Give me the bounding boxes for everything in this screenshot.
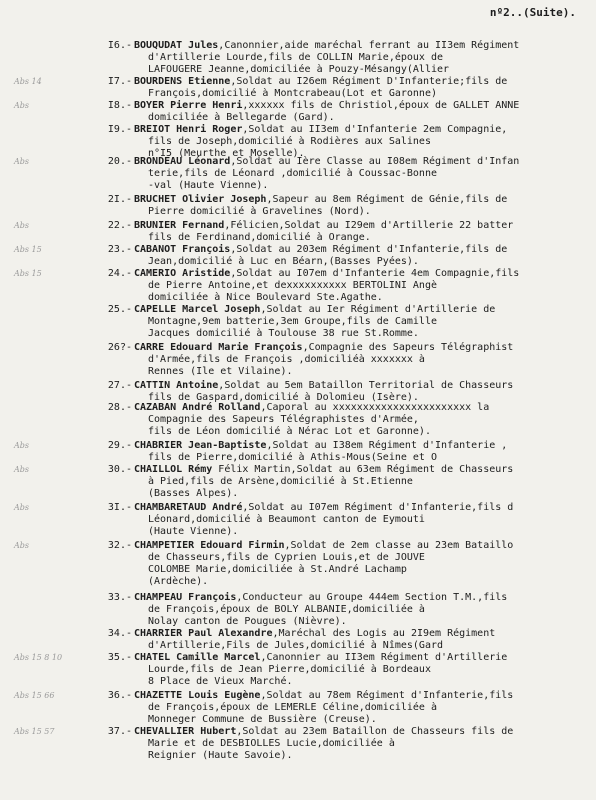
record-text — [134, 726, 593, 762]
record-line: Reignier (Haute Savoie). — [148, 750, 293, 761]
record-line: BREIOT Henri Roger,Soldat au II3em d'Infanterie 2em Compagnie, — [134, 124, 508, 135]
person-name: BOYER Pierre Henri — [134, 100, 243, 111]
record-number: 28.- — [107, 402, 132, 413]
record-line: BOUQUDAT Jules,Canonnier,aide maréchal ferrant au II3em Régiment — [134, 40, 520, 51]
record-number: I6.- — [107, 40, 132, 51]
record-line: de Chasseurs,fils de Cyprien Louis,et de JOUVE — [148, 552, 425, 563]
record-line: de Pierre Antoine,et dexxxxxxxxxx BERTOLINI Angè — [148, 280, 437, 291]
margin-annotation: Abs — [14, 465, 30, 474]
record-line: BRUCHET Olivier Joseph,Sapeur au 8em Régiment de Génie,fils de — [134, 194, 508, 205]
record-number: 26?- — [107, 342, 132, 353]
person-name: CHAZETTE Louis Eugène — [134, 690, 261, 701]
record-line: CHABRIER Jean-Baptiste,Soldat au I38em Régiment d'Infanterie , — [134, 440, 508, 451]
record-line: de François,époux de BOLY ALBANIE,domiciliée à — [148, 604, 425, 615]
record-text — [134, 156, 593, 192]
record-text — [134, 40, 593, 76]
record-line: Jacques domicilié à Toulouse 38 rue St.Romme. — [148, 328, 419, 339]
record-line: (Basses Alpes). — [148, 488, 239, 499]
record-text — [134, 268, 593, 304]
record-line: fils de Ferdinand,domicilié à Orange. — [148, 232, 371, 243]
record-line: de François,époux de LEMERLE Céline,domiciliée à — [148, 702, 437, 713]
record-line: CHAZETTE Louis Eugène,Soldat au 78em Régiment d'Infanterie,fils — [134, 690, 514, 701]
record-line: Lourde,fils de Jean Pierre,domicilié à Bordeaux — [148, 664, 431, 675]
record-text — [134, 628, 593, 652]
record-text — [134, 540, 593, 588]
record-text — [134, 244, 593, 268]
margin-annotation: Abs — [14, 221, 30, 230]
record-line: CARRE Edouard Marie François,Compagnie des Sapeurs Télégraphist — [134, 342, 514, 353]
record-line: fils de Gaspard,domicilié à Dolomieu (Isère). — [148, 392, 419, 403]
person-name: BOUQUDAT Jules — [134, 40, 219, 51]
record-line: (Haute Vienne). — [148, 526, 239, 537]
margin-annotation: Abs — [14, 541, 30, 550]
record-text — [134, 342, 593, 378]
record-line: Léonard,domicilié à Beaumont canton de Eymouti — [148, 514, 425, 525]
record-line: Pierre domicilié à Gravelines (Nord). — [148, 206, 371, 217]
record-number: 35.- — [107, 652, 132, 663]
record-line: CHAILLOL Rémy Félix Martin,Soldat au 63em Régiment de Chasseurs — [134, 464, 514, 475]
record-text — [134, 220, 593, 244]
person-name: BRONDEAU Léonard — [134, 156, 231, 167]
margin-annotation: Abs 14 — [14, 77, 42, 86]
record-text — [134, 194, 593, 218]
record-line: CHAMBARETAUD André,Soldat au I07em Régiment d'Infanterie,fils d — [134, 502, 514, 513]
record-text — [134, 592, 593, 628]
record-line: d'Artillerie,Fils de Jules,domicilié à Nîmes(Gard — [148, 640, 444, 651]
record-line: d'Artillerie Lourde,fils de COLLIN Marie,époux de — [148, 52, 444, 63]
record-text — [134, 76, 593, 100]
record-line: Nolay canton de Pougues (Nièvre). — [148, 616, 347, 627]
record-line: Compagnie des Sapeurs Télégraphistes d'Armée, — [148, 414, 419, 425]
record-line: fils de Pierre,domicilié à Athis-Mous(Seine et O — [148, 452, 437, 463]
record-line: 8 Place de Vieux Marché. — [148, 676, 293, 687]
record-number: 25.- — [107, 304, 132, 315]
record-line: CHAMPETIER Edouard Firmin,Soldat de 2em classe au 23em Bataillo — [134, 540, 514, 551]
record-line: BOYER Pierre Henri,xxxxxx fils de Christiol,époux de GALLET ANNE — [134, 100, 520, 111]
record-text — [134, 100, 593, 124]
margin-annotation: Abs 15 8 10 — [14, 653, 63, 662]
record-line: CAZABAN André Rolland,Caporal au xxxxxxxxxxxxxxxxxxxxxxx la — [134, 402, 490, 413]
record-line: domiciliée à Nice Boulevard Ste.Agathe. — [148, 292, 383, 303]
record-line: Marie et de DESBIOLLES Lucie,domiciliée à — [148, 738, 395, 749]
record-text — [134, 690, 593, 726]
record-line: (Ardèche). — [148, 576, 209, 587]
margin-annotation: Abs 15 — [14, 269, 42, 278]
record-number: I7.- — [107, 76, 132, 87]
record-line: CAMERIO Aristide,Soldat au I07em d'Infanterie 4em Compagnie,fils — [134, 268, 520, 279]
person-name: CAZABAN André Rolland — [134, 402, 261, 413]
record-line: François,domicilié à Montcrabeau(Lot et Garonne) — [148, 88, 437, 99]
record-line: CATTIN Antoine,Soldat au 5em Bataillon Territorial de Chasseurs — [134, 380, 514, 391]
record-number: I9.- — [107, 124, 132, 135]
record-line: fils de Joseph,domicilié à Rodières aux Salines — [148, 136, 431, 147]
record-line: -val (Haute Vienne). — [148, 180, 269, 191]
margin-annotation: Abs 15 66 — [14, 691, 55, 700]
record-number: 29.- — [107, 440, 132, 451]
margin-annotation: Abs — [14, 441, 30, 450]
record-line: BOURDENS Etienne,Soldat au I26em Régiment D'Infanterie;fils de — [134, 76, 508, 87]
margin-annotation: Abs 15 — [14, 245, 42, 254]
record-line: BRUNIER Fernand,Félicien,Soldat au I29em d'Artillerie 22 batter — [134, 220, 514, 231]
person-name: CHAMPEAU François — [134, 592, 237, 603]
record-number: 37.- — [107, 726, 132, 737]
record-text — [134, 464, 593, 500]
record-text — [134, 124, 593, 160]
record-number: 34.- — [107, 628, 132, 639]
record-number: 36.- — [107, 690, 132, 701]
person-name: BREIOT Henri Roger — [134, 124, 243, 135]
record-line: terie,fils de Léonard ,domicilié à Coussac-Bonne — [148, 168, 437, 179]
record-line: fils de Léon domicilié à Nérac Lot et Garonne). — [148, 426, 431, 437]
record-line: CHATEL Camille Marcel,Canonnier au II3em Régiment d'Artillerie — [134, 652, 508, 663]
record-line: domiciliée à Bellegarde (Gard). — [148, 112, 335, 123]
person-name: BRUNIER Fernand — [134, 220, 225, 231]
record-line: CHARRIER Paul Alexandre,Maréchal des Logis au 2I9em Régiment — [134, 628, 496, 639]
margin-annotation: Abs — [14, 101, 30, 110]
margin-annotation: Abs — [14, 157, 30, 166]
record-text — [134, 440, 593, 464]
person-name: CAPELLE Marcel Joseph — [134, 304, 261, 315]
person-name: BOURDENS Etienne — [134, 76, 231, 87]
record-number: 24.- — [107, 268, 132, 279]
margin-annotation: Abs 15 57 — [14, 727, 55, 736]
person-name: CHAILLOL Rémy — [134, 464, 213, 475]
record-number: I8.- — [107, 100, 132, 111]
person-name: CHARRIER Paul Alexandre — [134, 628, 273, 639]
record-number: 33.- — [107, 592, 132, 603]
record-number: 2I.- — [107, 194, 132, 205]
record-number: 20.- — [107, 156, 132, 167]
record-line: d'Armée,fils de François ,domiciliéà xxxxxxx à — [148, 354, 425, 365]
record-text — [134, 652, 593, 688]
page-header: nº2..(Suite). — [489, 6, 576, 19]
record-number: 23.- — [107, 244, 132, 255]
record-line: Monneger Commune de Bussière (Creuse). — [148, 714, 377, 725]
person-name: CABANOT François — [134, 244, 231, 255]
person-name: CHATEL Camille Marcel — [134, 652, 261, 663]
person-name: CHABRIER Jean-Baptiste — [134, 440, 267, 451]
record-line: n°I5 (Meurthe et Moselle). — [148, 148, 305, 159]
person-name: CHEVALLIER Hubert — [134, 726, 237, 737]
record-line: COLOMBE Marie,domiciliée à St.André Lachamp — [148, 564, 407, 575]
record-number: 30.- — [107, 464, 132, 475]
record-number: 27.- — [107, 380, 132, 391]
record-text — [134, 304, 593, 340]
record-number: 32.- — [107, 540, 132, 551]
record-text — [134, 502, 593, 538]
record-line: CABANOT François,Soldat au 203em Régiment d'Infanterie,fils de — [134, 244, 508, 255]
record-line: BRONDEAU Léonard,Soldat au Ière Classe au I08em Régiment d'Infan — [134, 156, 520, 167]
record-line: CHEVALLIER Hubert,Soldat au 23em Bataillon de Chasseurs fils de — [134, 726, 514, 737]
person-name: BRUCHET Olivier Joseph — [134, 194, 267, 205]
person-name: CHAMBARETAUD André — [134, 502, 243, 513]
record-text — [134, 380, 593, 404]
record-line: Jean,domicilié à Luc en Béarn,(Basses Pyées). — [148, 256, 419, 267]
record-line: Montagne,9em batterie,3em Groupe,fils de Camille — [148, 316, 437, 327]
person-name: CHAMPETIER Edouard Firmin — [134, 540, 285, 551]
record-line: CHAMPEAU François,Conducteur au Groupe 444em Section T.M.,fils — [134, 592, 508, 603]
record-number: 3I.- — [107, 502, 132, 513]
record-line: CAPELLE Marcel Joseph,Soldat au Ier Régiment d'Artillerie de — [134, 304, 496, 315]
record-line: LAFOUGERE Jeanne,domiciliée à Pouzy-Mésangy(Allier — [148, 64, 450, 75]
record-text — [134, 402, 593, 438]
record-number: 22.- — [107, 220, 132, 231]
margin-annotation: Abs — [14, 503, 30, 512]
person-name: CARRE Edouard Marie François — [134, 342, 303, 353]
person-name: CATTIN Antoine — [134, 380, 219, 391]
person-name: CAMERIO Aristide — [134, 268, 231, 279]
record-line: à Pied,fils de Arsène,domicilié à St.Etienne — [148, 476, 413, 487]
record-line: Rennes (Ile et Vilaine). — [148, 366, 293, 377]
